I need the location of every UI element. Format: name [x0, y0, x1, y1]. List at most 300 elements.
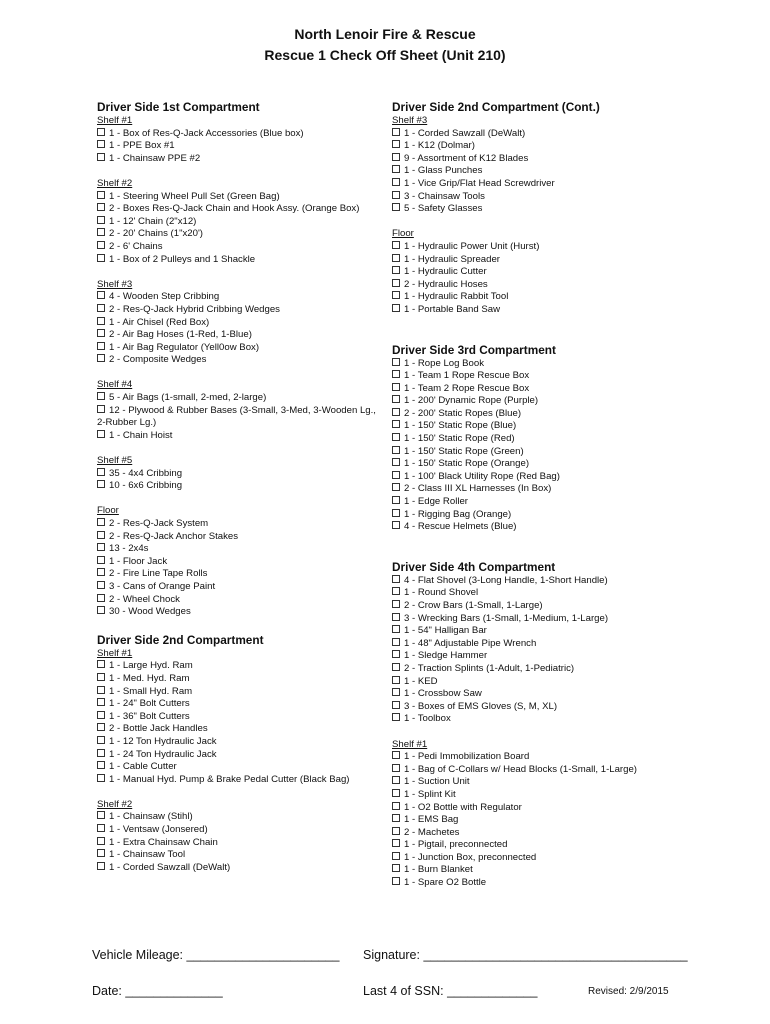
checkbox[interactable] — [97, 430, 105, 438]
checklist-item — [392, 446, 692, 459]
item-label: 12 - Plywood & Rubber Bases (3-Small, 3-Med, 3-Wooden Lg., 2-Rubber Lg.) — [97, 404, 376, 429]
checkbox[interactable] — [392, 776, 400, 784]
checklist-item — [97, 128, 385, 141]
item-label: 1 - Hydraulic Spreader — [404, 253, 500, 265]
checkbox[interactable] — [97, 228, 105, 236]
item-label: 1 - Sledge Hammer — [404, 650, 488, 662]
checkbox[interactable] — [392, 395, 400, 403]
item-label: 1 - Chain Hoist — [109, 429, 173, 441]
checklist-item — [392, 676, 692, 689]
checklist-item — [392, 291, 692, 304]
checklist — [97, 291, 385, 367]
item-label: 2 - 20' Chains (1"x20') — [109, 228, 203, 240]
checkbox[interactable] — [97, 291, 105, 299]
item-label: 1 - Glass Punches — [404, 165, 483, 177]
checkbox[interactable] — [392, 496, 400, 504]
item-label: 1 - Cable Cutter — [109, 761, 177, 773]
checklist-item — [392, 203, 692, 216]
item-label: 1 - Toolbox — [404, 713, 451, 725]
item-label: 2 - Bottle Jack Handles — [109, 723, 208, 735]
item-label: 1 - 12 Ton Hydraulic Jack — [109, 735, 217, 747]
checklist-item — [392, 358, 692, 371]
checkbox[interactable] — [97, 774, 105, 782]
checkbox[interactable] — [392, 471, 400, 479]
section-heading: Driver Side 1st Compartment — [97, 100, 260, 114]
checklist — [392, 358, 692, 534]
checkbox[interactable] — [392, 852, 400, 860]
checkbox[interactable] — [97, 531, 105, 539]
checklist-item — [97, 673, 385, 686]
checklist-item — [392, 789, 692, 802]
checklist-item — [392, 625, 692, 638]
item-label: 1 - Round Shovel — [404, 587, 479, 599]
checklist-item — [392, 304, 692, 317]
checkbox[interactable] — [392, 509, 400, 517]
checklist-item — [392, 191, 692, 204]
checkbox[interactable] — [392, 458, 400, 466]
item-label: 4 - Wooden Step Cribbing — [109, 291, 220, 303]
checklist-item — [97, 556, 385, 569]
checkbox[interactable] — [392, 676, 400, 684]
checkbox[interactable] — [97, 749, 105, 757]
item-label: 1 - 150' Static Rope (Orange) — [404, 458, 530, 470]
item-label: 1 - Crossbow Saw — [404, 688, 482, 700]
checklist-item — [97, 392, 385, 405]
checklist — [392, 575, 692, 726]
checkbox[interactable] — [392, 153, 400, 161]
checklist-item — [392, 433, 692, 446]
checklist-item — [97, 203, 385, 216]
checkbox[interactable] — [392, 650, 400, 658]
checklist-item — [392, 776, 692, 789]
item-label: 1 - 36" Bolt Cutters — [109, 710, 190, 722]
item-label: 1 - 150' Static Rope (Red) — [404, 433, 515, 445]
item-label: 1 - Pedi Immobilization Board — [404, 751, 530, 763]
checkbox[interactable] — [392, 575, 400, 583]
checklist-item — [392, 688, 692, 701]
checklist-item — [392, 178, 692, 191]
checkbox[interactable] — [97, 153, 105, 161]
checkbox[interactable] — [392, 713, 400, 721]
checkbox[interactable] — [97, 468, 105, 476]
item-label: 1 - Steering Wheel Pull Set (Green Bag) — [109, 190, 280, 202]
checkbox[interactable] — [97, 673, 105, 681]
checklist-item — [97, 606, 385, 619]
item-label: 1 - Team 1 Rope Rescue Box — [404, 370, 530, 382]
checkbox[interactable] — [97, 543, 105, 551]
item-label: 1 - 12' Chain (2"x12) — [109, 215, 197, 227]
checkbox[interactable] — [392, 789, 400, 797]
item-label: 2 - Res-Q-Jack System — [109, 518, 209, 529]
item-label: 2 - Crow Bars (1-Small, 1-Large) — [404, 600, 543, 611]
checklist-item — [97, 594, 385, 607]
date-field[interactable]: Date: ______________ — [92, 984, 223, 998]
checkbox[interactable] — [97, 241, 105, 249]
checklist-item — [97, 761, 385, 774]
checkbox[interactable] — [392, 663, 400, 671]
item-label: 1 - Team 2 Rope Rescue Box — [404, 382, 530, 394]
item-label: 1 - Chainsaw Tool — [109, 849, 186, 861]
checklist-item — [392, 140, 692, 153]
checklist-item — [97, 430, 385, 443]
item-label: 1 - PPE Box #1 — [109, 140, 175, 152]
section-heading: Driver Side 3rd Compartment — [392, 342, 556, 357]
document-subtitle: Rescue 1 Check Off Sheet (Unit 210) — [264, 47, 506, 63]
item-label: 1 - KED — [404, 675, 438, 687]
item-label: 2 - Composite Wedges — [109, 354, 207, 366]
item-label: 3 - Wrecking Bars (1-Small, 1-Medium, 1-Large) — [404, 612, 609, 624]
checklist-item — [392, 241, 692, 254]
checkbox[interactable] — [97, 254, 105, 262]
item-label: 1 - Med. Hyd. Ram — [109, 672, 190, 684]
checkbox[interactable] — [392, 140, 400, 148]
checkbox[interactable] — [392, 241, 400, 249]
item-label: 1 - Rope Log Book — [404, 357, 485, 369]
subsection-label: Floor — [97, 505, 119, 517]
checklist — [392, 751, 692, 890]
checklist-item — [392, 383, 692, 396]
item-label: 1 - Box of 2 Pulleys and 1 Shackle — [109, 253, 256, 265]
checkbox[interactable] — [97, 203, 105, 211]
checklist-item — [392, 638, 692, 651]
checkbox[interactable] — [97, 594, 105, 602]
checkbox[interactable] — [392, 814, 400, 822]
item-label: 2 - Res-Q-Jack Anchor Stakes — [109, 530, 239, 542]
item-label: 1 - K12 (Dolmar) — [404, 140, 475, 152]
checkbox[interactable] — [97, 862, 105, 870]
checklist-item — [392, 458, 692, 471]
checklist-item — [392, 395, 692, 408]
checklist-item — [392, 663, 692, 676]
subsection-label: Shelf #2 — [97, 798, 133, 810]
signature-field[interactable]: Signature: ______________________________________ — [363, 948, 688, 962]
checkbox[interactable] — [97, 686, 105, 694]
item-label: 3 - Cans of Orange Paint — [109, 580, 216, 592]
checklist — [392, 128, 692, 216]
item-label: 1 - Hydraulic Cutter — [404, 266, 487, 278]
document-title: North Lenoir Fire & Rescue — [294, 26, 476, 42]
item-label: 2 - Air Bag Hoses (1-Red, 1-Blue) — [109, 329, 252, 341]
checklist — [97, 128, 385, 166]
checklist-item — [97, 241, 385, 254]
item-label: 30 - Wood Wedges — [109, 606, 191, 618]
checklist-item — [392, 839, 692, 852]
checkbox[interactable] — [392, 483, 400, 491]
section-heading: Driver Side 2nd Compartment — [97, 632, 264, 647]
item-label: 1 - Chainsaw PPE #2 — [109, 152, 201, 164]
checkbox[interactable] — [392, 864, 400, 872]
checkbox[interactable] — [97, 736, 105, 744]
item-label: 1 - 150' Static Rope (Blue) — [404, 420, 517, 432]
checklist-item — [97, 837, 385, 850]
item-label: 1 - Manual Hyd. Pump & Brake Pedal Cutter (Black Bag) — [109, 773, 350, 785]
checkbox[interactable] — [97, 191, 105, 199]
subsection-label: Floor — [392, 228, 414, 240]
item-label: 1 - Small Hyd. Ram — [109, 685, 193, 697]
checkbox[interactable] — [392, 625, 400, 633]
checklist-item — [392, 877, 692, 890]
checklist-item — [97, 686, 385, 699]
item-label: 1 - Burn Blanket — [404, 864, 473, 876]
checkbox[interactable] — [392, 291, 400, 299]
item-label: 2 - Wheel Chock — [109, 593, 180, 605]
checklist-item — [392, 254, 692, 267]
item-label: 9 - Assortment of K12 Blades — [404, 152, 529, 164]
checkbox[interactable] — [97, 317, 105, 325]
checkbox[interactable] — [97, 216, 105, 224]
checkbox[interactable] — [97, 392, 105, 400]
checkbox[interactable] — [97, 329, 105, 337]
checkbox[interactable] — [97, 405, 105, 413]
item-label: 1 - Suction Unit — [404, 776, 470, 788]
item-label: 3 - Chainsaw Tools — [404, 190, 485, 202]
checklist-item — [97, 191, 385, 204]
checklist-item — [392, 128, 692, 141]
item-label: 35 - 4x4 Cribbing — [109, 467, 183, 479]
checklist-item — [392, 153, 692, 166]
item-label: 1 - Bag of C-Collars w/ Head Blocks (1-Small, 1-Large) — [404, 763, 637, 775]
checkbox[interactable] — [392, 587, 400, 595]
checkbox[interactable] — [392, 764, 400, 772]
section-heading: Driver Side 4th Compartment — [392, 559, 556, 574]
revised-date: Revised: 2/9/2015 — [588, 986, 669, 997]
checkbox[interactable] — [392, 165, 400, 173]
checklist-item — [97, 480, 385, 493]
checklist-item — [97, 736, 385, 749]
checklist-item — [97, 723, 385, 736]
checkbox[interactable] — [392, 688, 400, 696]
checklist-item — [97, 153, 385, 166]
checkbox[interactable] — [97, 761, 105, 769]
checkbox[interactable] — [97, 849, 105, 857]
item-label: 1 - Rigging Bag (Orange) — [404, 508, 512, 520]
checklist-item — [392, 279, 692, 292]
item-label: 2 - 6' Chains — [109, 240, 163, 252]
checklist-item — [97, 849, 385, 862]
item-label: 4 - Flat Shovel (3-Long Handle, 1-Short Handle) — [404, 574, 608, 586]
checkbox[interactable] — [97, 342, 105, 350]
checklist-item — [97, 216, 385, 229]
checkbox[interactable] — [97, 480, 105, 488]
subsection-label: Shelf #3 — [97, 278, 133, 290]
checkbox[interactable] — [392, 433, 400, 441]
checkbox[interactable] — [392, 446, 400, 454]
checkbox[interactable] — [392, 370, 400, 378]
checklist-item — [392, 827, 692, 840]
checkbox[interactable] — [392, 266, 400, 274]
right-column — [392, 100, 692, 890]
item-label: 1 - Splint Kit — [404, 788, 456, 800]
checkbox[interactable] — [97, 711, 105, 719]
checkbox[interactable] — [392, 638, 400, 646]
checkbox[interactable] — [392, 701, 400, 709]
checklist-item — [97, 140, 385, 153]
checklist-item — [392, 802, 692, 815]
checklist-item — [392, 575, 692, 588]
item-label: 1 - 200' Dynamic Rope (Purple) — [404, 395, 539, 407]
checkbox[interactable] — [392, 178, 400, 186]
item-label: 1 - O2 Bottle with Regulator — [404, 801, 522, 813]
checklist — [97, 518, 385, 619]
checklist-item — [97, 531, 385, 544]
checkbox[interactable] — [392, 420, 400, 428]
checkbox[interactable] — [392, 304, 400, 312]
checkbox[interactable] — [97, 660, 105, 668]
item-label: 1 - Corded Sawzall (DeWalt) — [404, 127, 526, 139]
checklist-item — [392, 587, 692, 600]
checklist — [392, 241, 692, 317]
item-label: 5 - Safety Glasses — [404, 203, 483, 215]
checklist-item — [392, 496, 692, 509]
checklist-item — [392, 420, 692, 433]
checklist — [97, 392, 385, 442]
checklist-item — [392, 165, 692, 178]
checklist-item — [392, 471, 692, 484]
checklist-item — [97, 342, 385, 355]
checkbox[interactable] — [392, 802, 400, 810]
item-label: 1 - 150' Static Rope (Green) — [404, 445, 524, 457]
checklist-item — [97, 468, 385, 481]
checklist-item — [392, 521, 692, 534]
checkbox[interactable] — [97, 606, 105, 614]
checklist-item — [392, 814, 692, 827]
item-label: 3 - Boxes of EMS Gloves (S, M, XL) — [404, 700, 558, 712]
item-label: 2 - Hydraulic Hoses — [404, 278, 488, 290]
item-label: 10 - 6x6 Cribbing — [109, 480, 183, 492]
item-label: 1 - Chainsaw (Stihl) — [109, 811, 193, 823]
checklist-item — [97, 254, 385, 267]
checkbox[interactable] — [392, 613, 400, 621]
checklist — [97, 660, 385, 786]
checklist-item — [392, 600, 692, 613]
checkbox[interactable] — [97, 354, 105, 362]
checklist-item — [97, 698, 385, 711]
item-label: 1 - Edge Roller — [404, 496, 468, 508]
checkbox[interactable] — [392, 751, 400, 759]
checkbox[interactable] — [97, 698, 105, 706]
checkbox[interactable] — [97, 568, 105, 576]
checkbox[interactable] — [392, 383, 400, 391]
checklist-item — [392, 613, 692, 626]
checklist-item — [97, 824, 385, 837]
checkbox[interactable] — [392, 191, 400, 199]
checkbox[interactable] — [392, 521, 400, 529]
item-label: 1 - Hydraulic Power Unit (Hurst) — [404, 240, 540, 252]
subsection-label: Shelf #4 — [97, 379, 133, 391]
item-label: 2 - Class III XL Harnesses (In Box) — [404, 483, 552, 495]
vehicle-mileage-field[interactable]: Vehicle Mileage: ______________________ — [92, 948, 340, 962]
checkbox[interactable] — [392, 827, 400, 835]
checkbox[interactable] — [392, 279, 400, 287]
subsection-label: Shelf #3 — [392, 115, 428, 126]
checklist-item — [392, 266, 692, 279]
checkbox[interactable] — [97, 128, 105, 136]
item-label: 1 - Hydraulic Rabbit Tool — [404, 291, 509, 303]
item-label: 2 - Machetes — [404, 826, 460, 838]
item-label: 1 - EMS Bag — [404, 814, 459, 826]
checkbox[interactable] — [97, 581, 105, 589]
checklist-item — [97, 581, 385, 594]
checklist-item — [97, 811, 385, 824]
item-label: 2 - Fire Line Tape Rolls — [109, 568, 208, 580]
item-label: 1 - Vice Grip/Flat Head Screwdriver — [404, 177, 555, 189]
checkbox[interactable] — [392, 877, 400, 885]
checklist-item — [392, 408, 692, 421]
subsection-label: Shelf #1 — [97, 115, 133, 126]
checklist-item — [97, 543, 385, 556]
checkbox[interactable] — [392, 254, 400, 262]
item-label: 1 - 24" Bolt Cutters — [109, 698, 190, 710]
checklist-item — [392, 864, 692, 877]
checkbox[interactable] — [97, 556, 105, 564]
checklist-item — [97, 660, 385, 673]
item-label: 1 - Junction Box, preconnected — [404, 851, 537, 863]
checklist-item — [97, 711, 385, 724]
subsection-label: Shelf #1 — [97, 647, 133, 659]
checklist-item — [97, 774, 385, 787]
item-label: 13 - 2x4s — [109, 543, 149, 555]
subsection-label: Shelf #2 — [97, 177, 133, 189]
ssn-field[interactable]: Last 4 of SSN: _____________ — [363, 984, 538, 998]
checklist-item — [97, 228, 385, 241]
checkbox[interactable] — [392, 600, 400, 608]
checklist-item — [97, 405, 385, 430]
item-label: 1 - 100' Black Utility Rope (Red Bag) — [404, 470, 560, 482]
checklist-item — [392, 764, 692, 777]
checklist-item — [392, 650, 692, 663]
checklist-item — [392, 701, 692, 714]
checkbox[interactable] — [392, 408, 400, 416]
checklist-item — [97, 568, 385, 581]
checkbox[interactable] — [97, 140, 105, 148]
item-label: 1 - Portable Band Saw — [404, 303, 500, 315]
checklist-item — [392, 852, 692, 865]
checklist-item — [392, 483, 692, 496]
item-label: 1 - Large Hyd. Ram — [109, 660, 193, 672]
item-label: 1 - Ventsaw (Jonsered) — [109, 824, 208, 836]
checklist — [97, 811, 385, 874]
item-label: 1 - Corded Sawzall (DeWalt) — [109, 861, 231, 873]
checkbox[interactable] — [97, 837, 105, 845]
checkbox[interactable] — [97, 304, 105, 312]
left-column — [97, 100, 385, 874]
item-label: 1 - Spare O2 Bottle — [404, 877, 487, 889]
checkbox[interactable] — [97, 824, 105, 832]
checklist — [97, 468, 385, 493]
checklist — [97, 191, 385, 267]
checkbox[interactable] — [392, 203, 400, 211]
item-label: 2 - Boxes Res-Q-Jack Chain and Hook Assy. (Orange Box) — [109, 203, 360, 215]
checklist-item — [392, 370, 692, 383]
checkbox[interactable] — [97, 723, 105, 731]
checklist-item — [97, 749, 385, 762]
item-label: 2 - 200' Static Ropes (Blue) — [404, 407, 522, 419]
item-label: 1 - Extra Chainsaw Chain — [109, 836, 218, 848]
checkbox[interactable] — [392, 839, 400, 847]
item-label: 1 - 48" Adjustable Pipe Wrench — [404, 637, 537, 649]
item-label: 1 - Air Bag Regulator (Yell0ow Box) — [109, 341, 260, 353]
checklist-item — [97, 329, 385, 342]
checkbox[interactable] — [392, 128, 400, 136]
item-label: 5 - Air Bags (1-small, 2-med, 2-large) — [109, 392, 267, 404]
checkbox[interactable] — [392, 358, 400, 366]
item-label: 4 - Rescue Helmets (Blue) — [404, 521, 517, 533]
checklist-item — [97, 304, 385, 317]
item-label: 1 - Floor Jack — [109, 555, 168, 567]
checkbox[interactable] — [97, 811, 105, 819]
checkbox[interactable] — [97, 518, 105, 526]
checklist-item — [392, 713, 692, 726]
